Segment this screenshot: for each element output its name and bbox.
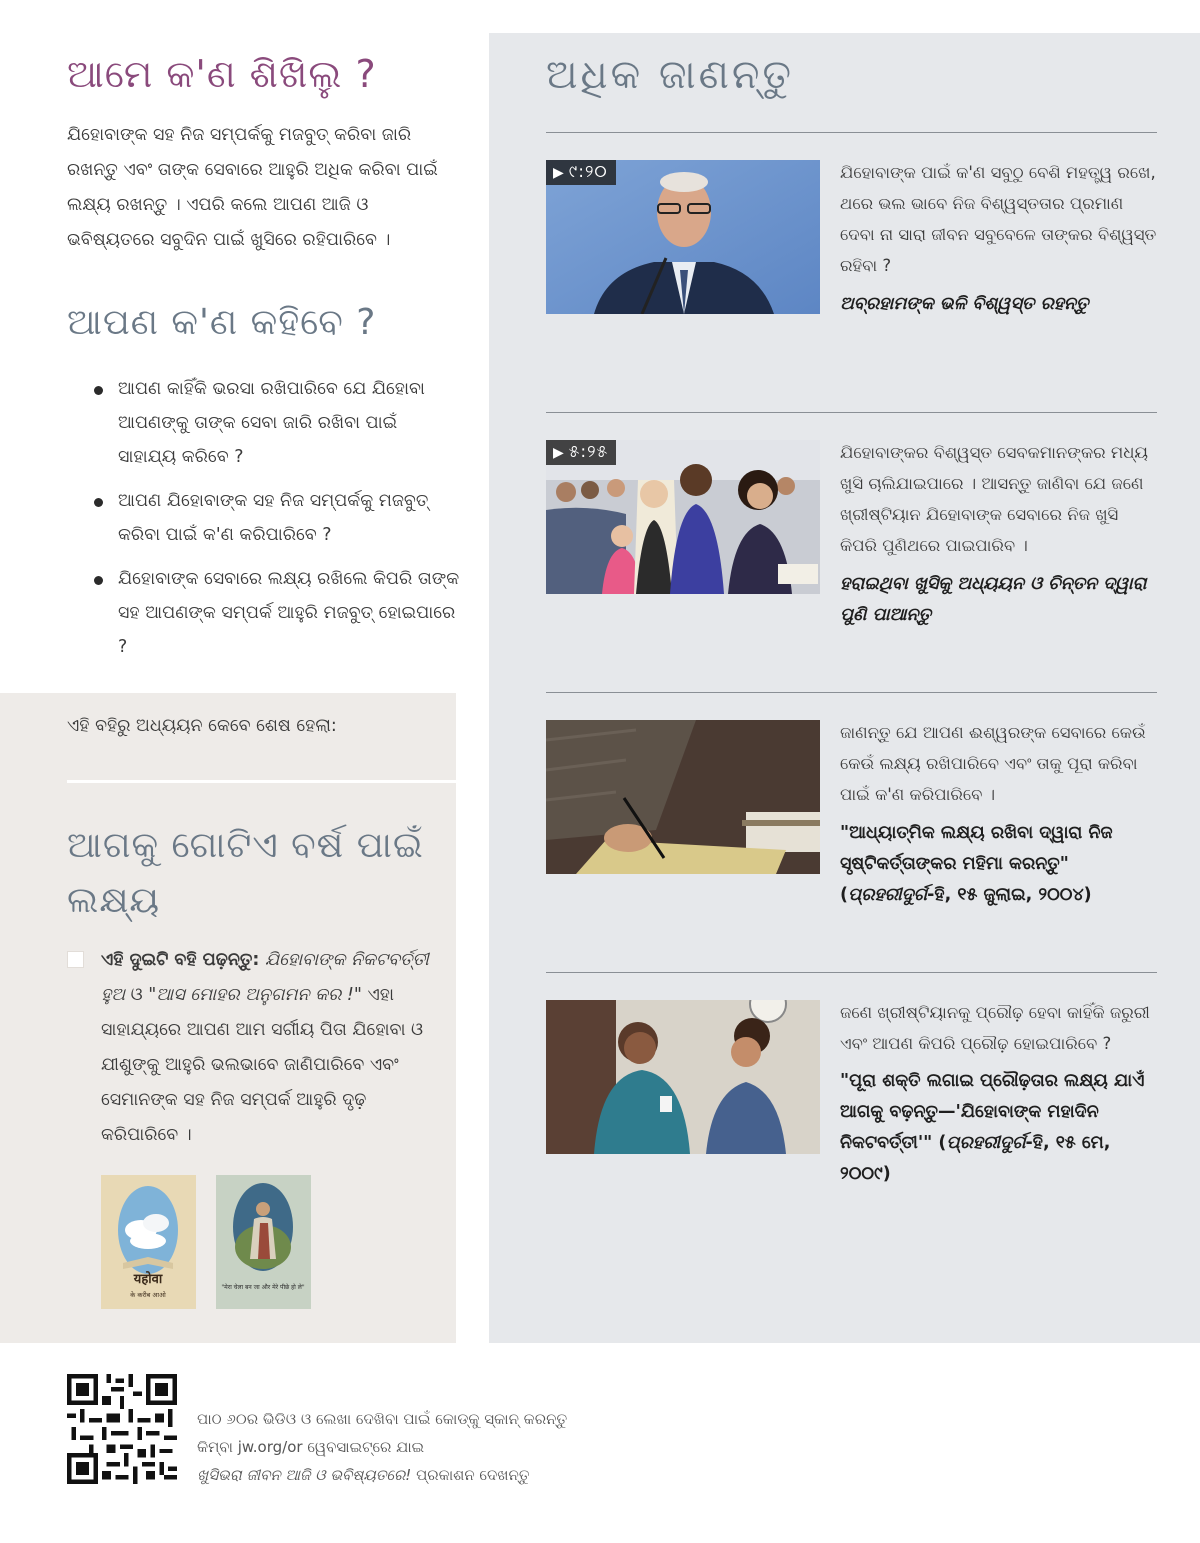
- item-source-open: (: [938, 1133, 947, 1153]
- footer-pub-tail: ପ୍ରକାଶନ ଦେଖନ୍ତୁ: [416, 1466, 530, 1484]
- review-questions-heading: ଆପଣ କ'ଣ କହିବେ ?: [67, 302, 377, 343]
- video-thumbnail[interactable]: [546, 160, 820, 314]
- goal-book-title-1: ଯିହୋବାଙ୍କ ନିକଟବର୍ତ୍ତୀ ହୁଅ: [101, 950, 429, 1005]
- summary-heading: ଆମେ କ'ଣ ଶିଖିଲୁ ?: [67, 52, 377, 96]
- goal-book-title-2: "ଆସ ମୋହର ଅନୁଗମନ କର !": [148, 985, 362, 1005]
- footer-line: ପାଠ ୬୦ର ଭିଡିଓ ଓ ଲେଖା ଦେଖିବା ପାଇଁ କୋଡ୍‌କୁ ସ୍କାନ୍‌ କରନ୍ତୁ କିମ୍ବା jw.org/or ୱେବସାଇଟ୍‌ରେ ଯାଇ: [197, 1410, 568, 1456]
- section-divider: [546, 972, 1157, 973]
- qr-code-icon[interactable]: [67, 1374, 177, 1484]
- goal-rest: ଏହା ସାହାଯ୍ୟରେ ଆପଣ ଆମ ସର୍ଗୀୟ ପିତା ଯିହୋବା ଓ ଯୀଶୁଙ୍କୁ ଆହୁରି ଭଲଭାବେ ଜାଣିପାରିବେ ଏବଂ ସେମାନଙ୍କ ସହ ନିଜ ସମ୍ପର୍କ ଆହୁରି ଦୃଢ଼ କରିପାରିବେ ।: [101, 985, 424, 1145]
- goal-lead: ଏହି ଦୁଇଟି ବହି ପଢ଼ନ୍ତୁ:: [101, 950, 260, 970]
- learn-more-heading: ଅଧିକ ଜାଣନ୍ତୁ: [546, 52, 794, 98]
- item-link-title: "ଆଧ୍ୟାତ୍ମିକ ଲକ୍ଷ୍ୟ ରଖିବା ଦ୍ୱାରା ନିଜ ସୃଷ୍ଟିକର୍ତ୍ତାଙ୍କର ମହିମା କରନ୍ତୁ": [840, 823, 1113, 874]
- article-image[interactable]: [546, 1000, 820, 1154]
- summary-text: ଯିହୋବାଙ୍କ ସହ ନିଜ ସମ୍ପର୍କକୁ ମଜବୁତ୍‌ କରିବା ଜାରି ରଖନ୍ତୁ ଏବଂ ତାଙ୍କ ସେବାରେ ଆହୁରି ଅଧିକ କରିବା ପାଇଁ ଲକ୍ଷ୍ୟ ରଖନ୍ତୁ । ଏପରି କଲେ ଆପଣ ଆଜି ଓ ଭବିଷ୍ୟତରେ ସବୁଦିନ ପାଇଁ ଖୁସିରେ ରହିପାରିବେ ।: [67, 125, 438, 250]
- item-link[interactable]: [840, 818, 1158, 911]
- video-duration: ୫:୨୫: [568, 442, 609, 462]
- article-image[interactable]: [546, 720, 820, 874]
- goal-text: [101, 943, 441, 1153]
- footer-publication: ଖୁସିଭରା ଜୀବନ ଆଜି ଓ ଭବିଷ୍ୟତରେ!: [197, 1466, 412, 1484]
- item-description: ଜଣେ ଖ୍ରୀଷ୍ଟିୟାନକୁ ପ୍ରୌଢ଼ ହେବା କାହିଁକି ଜରୁରୀ ଏବଂ ଆପଣ କିପରି ପ୍ରୌଢ଼ ହୋଇପାରିବେ ?: [840, 1003, 1150, 1053]
- completion-date-label: ଏହି ବହିରୁ ଅଧ୍ୟୟନ କେବେ ଶେଷ ହେଲା:: [67, 716, 337, 736]
- item-description: ଯିହୋବାଙ୍କ ପାଇଁ କ'ଣ ସବୁଠୁ ବେଶି ମହତ୍ତ୍ୱ ରଖେ, ଥରେ ଭଲ ଭାବେ ନିଜ ବିଶ୍ୱସ୍ତତାର ପ୍ରମାଣ ଦେବା ନା ସାରା ଜୀବନ ସବୁବେଳେ ତାଙ୍କର ବିଶ୍ୱସ୍ତ ରହିବା ?: [840, 163, 1157, 275]
- goal-and: ଓ: [130, 985, 143, 1005]
- book-2-title: "मेरा चेला बन जा और मेरे पीछे हो ले": [221, 1284, 305, 1291]
- item-source-open: (: [840, 885, 848, 905]
- item-source: [840, 885, 1092, 905]
- goal-heading: ଆଗକୁ ଗୋଟିଏ ବର୍ଷ ପାଇଁ ଲକ୍ଷ୍ୟ: [67, 825, 424, 921]
- footer-note: [197, 1405, 597, 1489]
- video-thumbnail[interactable]: [546, 440, 820, 594]
- item-source-pub: ପ୍ରହରୀଦୁର୍ଗ: [946, 1133, 1026, 1153]
- goal-checkbox[interactable]: [67, 951, 84, 968]
- review-question: ଆପଣ କାହିଁକି ଭରସା ରଖିପାରିବେ ଯେ ଯିହୋବା ଆପଣଙ୍କୁ ତାଙ୍କ ସେବା ଜାରି ରଖିବା ପାଇଁ ସାହାଯ୍ୟ କରିବେ ?: [90, 372, 460, 474]
- completion-date-line[interactable]: [67, 780, 456, 783]
- review-question: ଯିହୋବାଙ୍କ ସେବାରେ ଲକ୍ଷ୍ୟ ରଖିଲେ କିପରି ତାଙ୍କ ସହ ଆପଣଙ୍କ ସମ୍ପର୍କ ଆହୁରି ମଜବୁତ୍‌ ହୋଇପାରେ ?: [90, 562, 460, 664]
- book-cover-follow-me: [216, 1175, 311, 1309]
- book-1-title: यहोवा: [133, 1272, 163, 1287]
- item-description: ଯିହୋବାଙ୍କର ବିଶ୍ୱସ୍ତ ସେବକମାନଙ୍କର ମଧ୍ୟ ଖୁସି ଚାଲିଯାଇପାରେ । ଆସନ୍ତୁ ଜାଣିବା ଯେ ଜଣେ ଖ୍ରୀଷ୍ଟିୟାନ ଯିହୋବାଙ୍କ ସେବାରେ ନିଜ ଖୁସି କିପରି ପୁଣିଥରେ ପାଇପାରିବ ।: [840, 443, 1149, 555]
- video-duration: ୯:୨୦: [568, 162, 608, 182]
- item-source-rest: -ହି, ୧୫ ଜୁଲାଇ, ୨୦୦୪): [927, 885, 1092, 905]
- item-source-pub: ପ୍ରହରୀଦୁର୍ଗ: [848, 885, 928, 905]
- section-divider: [546, 692, 1157, 693]
- review-questions-list: [90, 372, 460, 674]
- item-link[interactable]: ହରାଇଥିବା ଖୁସିକୁ ଅଧ୍ୟୟନ ଓ ଚିନ୍ତନ ଦ୍ୱାରା ପୁଣି ପାଆନ୍ତୁ: [840, 574, 1147, 625]
- video-duration-badge: [546, 440, 616, 465]
- item-link[interactable]: [840, 1066, 1158, 1190]
- play-icon: ▶: [553, 165, 565, 181]
- item-link-title: "ପୂରା ଶକ୍ତି ଲଗାଇ ପ୍ରୌଢ଼ତାର ଲକ୍ଷ୍ୟ ଯାଏଁ ଆଗକୁ ବଢ଼ନ୍ତୁ—'ଯିହୋବାଙ୍କ ମହାଦିନ ନିକଟବର୍ତ୍ତୀ'": [840, 1071, 1145, 1153]
- book-1-subtitle: के करीब आओ: [130, 1291, 166, 1299]
- video-duration-badge: [546, 160, 616, 185]
- item-link[interactable]: ଅବ୍ରହାମଙ୍କ ଭଳି ବିଶ୍ୱସ୍ତ ରହନ୍ତୁ: [840, 294, 1089, 314]
- play-icon: ▶: [553, 445, 565, 461]
- book-cover-draw-close: [101, 1175, 196, 1309]
- section-divider: [546, 132, 1157, 133]
- section-divider: [546, 412, 1157, 413]
- item-description: ଜାଣନ୍ତୁ ଯେ ଆପଣ ଈଶ୍ୱରଙ୍କ ସେବାରେ କେଉଁ କେଉଁ ଲକ୍ଷ୍ୟ ରଖିପାରିବେ ଏବଂ ତାକୁ ପୂରା କରିବା ପାଇଁ କ'ଣ କରିପାରିବେ ।: [840, 723, 1146, 804]
- review-question: ଆପଣ ଯିହୋବାଙ୍କ ସହ ନିଜ ସମ୍ପର୍କକୁ ମଜବୁତ୍‌ କରିବା ପାଇଁ କ'ଣ କରିପାରିବେ ?: [90, 484, 460, 552]
- item-source-rest: -ହି, ୧୫ ମେ, ୨୦୦୯): [840, 1133, 1111, 1184]
